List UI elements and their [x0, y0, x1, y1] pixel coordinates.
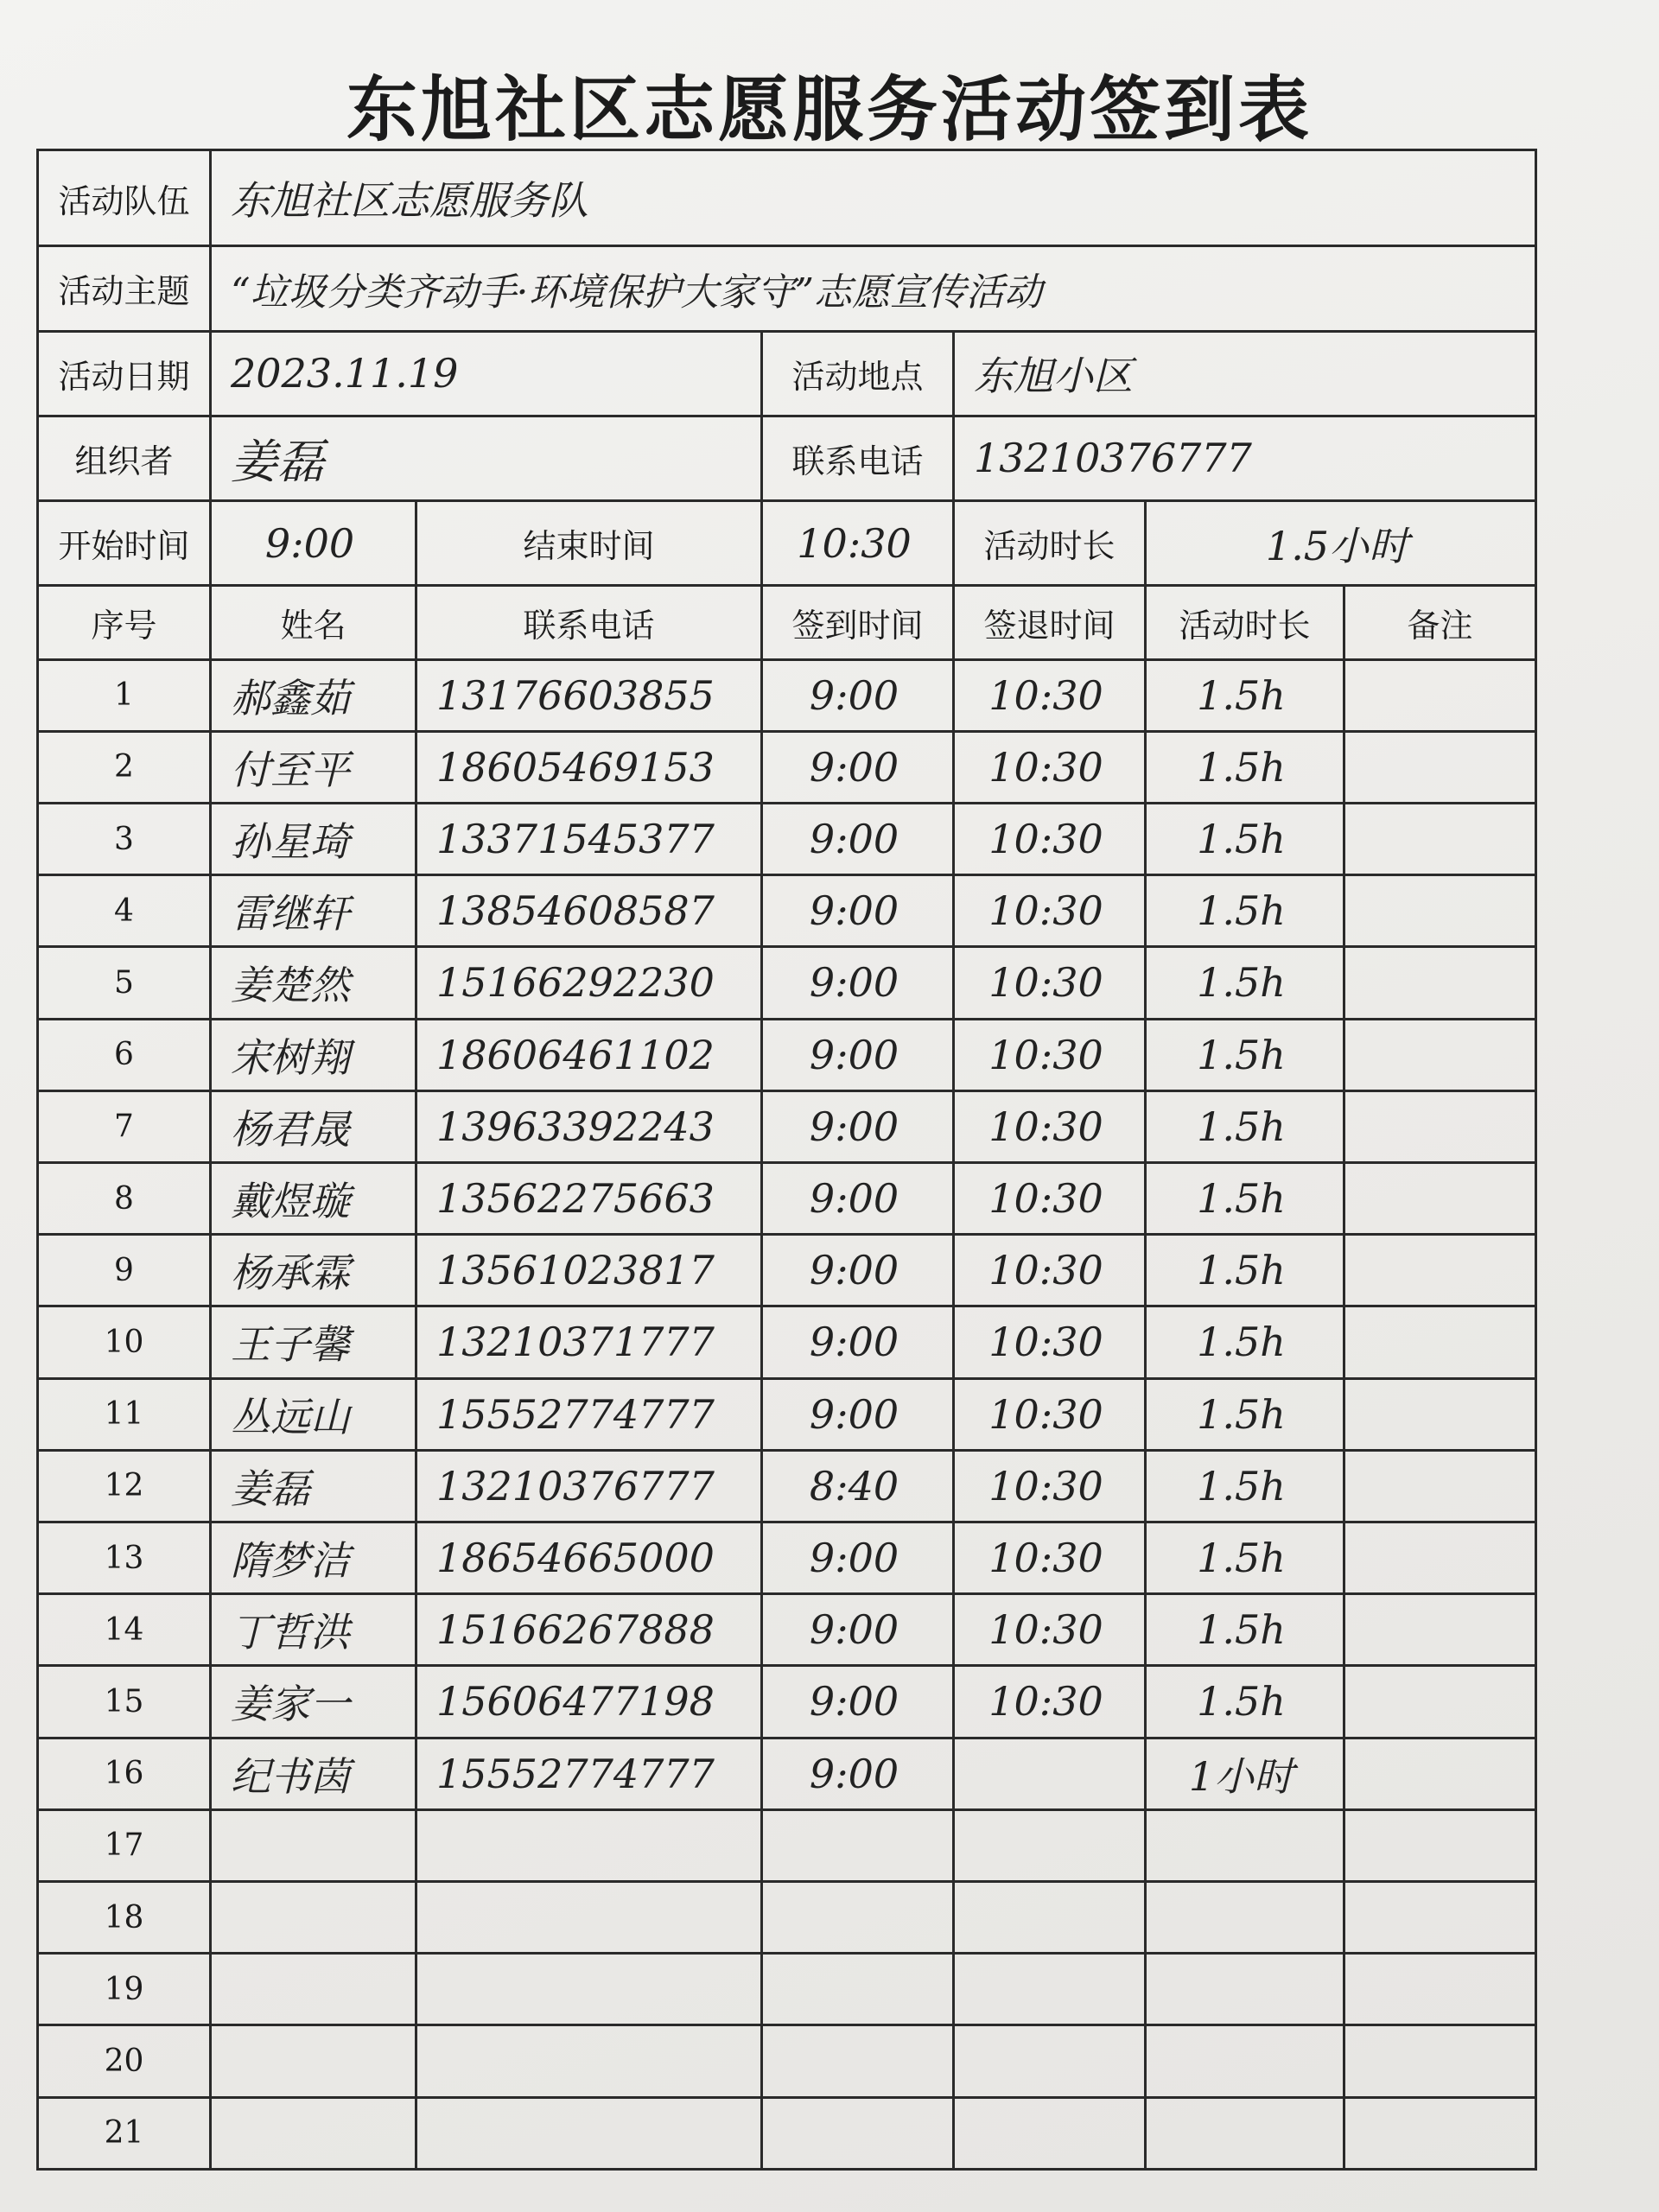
table-row: [38, 1090, 1536, 1162]
table-row: [38, 1666, 1536, 1738]
signout-time: [954, 1881, 1146, 1953]
note: [1344, 2097, 1536, 2169]
signout-time: 10:30: [954, 659, 1146, 731]
row-number: 11: [38, 1378, 211, 1450]
row-number: 1: [38, 659, 211, 731]
note: [1344, 1954, 1536, 2025]
volunteer-phone: [416, 2097, 762, 2169]
signin-time: 9:00: [762, 1522, 954, 1593]
note: [1344, 659, 1536, 731]
volunteer-phone: 13210376777: [416, 1450, 762, 1522]
signin-time: 9:00: [762, 659, 954, 731]
row-number: 3: [38, 803, 211, 874]
col-header-duration: 活动时长: [1146, 586, 1344, 659]
duration: [1146, 1809, 1344, 1881]
team-label: 活动队伍: [38, 150, 211, 246]
signin-time: 9:00: [762, 1594, 954, 1666]
signin-time: 9:00: [762, 1235, 954, 1306]
signin-table: [36, 149, 1537, 2171]
signout-time: 10:30: [954, 1235, 1146, 1306]
col-header-name: 姓名: [211, 586, 416, 659]
duration: 1.5h: [1146, 1594, 1344, 1666]
table-row: [38, 803, 1536, 874]
volunteer-phone: [416, 1954, 762, 2025]
volunteer-name: 姜磊: [211, 1450, 416, 1522]
note: [1344, 1378, 1536, 1450]
table-row: [38, 659, 1536, 731]
row-number: 21: [38, 2097, 211, 2169]
volunteer-phone: [416, 1881, 762, 1953]
signin-time: [762, 2025, 954, 2097]
end-label: 结束时间: [416, 501, 762, 586]
organizer-signature: 姜磊: [211, 416, 762, 500]
volunteer-name: 姜楚然: [211, 947, 416, 1019]
signout-time: 10:30: [954, 1450, 1146, 1522]
row-number: 20: [38, 2025, 211, 2097]
signout-time: 10:30: [954, 1019, 1146, 1090]
col-header-phone: 联系电话: [416, 586, 762, 659]
volunteer-phone: [416, 2025, 762, 2097]
col-header-note: 备注: [1344, 586, 1536, 659]
row-number: 16: [38, 1738, 211, 1809]
table-row: [38, 1450, 1536, 1522]
team-row: [38, 150, 1536, 246]
table-row: [38, 2097, 1536, 2169]
note: [1344, 1306, 1536, 1378]
duration-label: 活动时长: [954, 501, 1146, 586]
volunteer-phone: 15606477198: [416, 1666, 762, 1738]
volunteer-phone: 15552774777: [416, 1378, 762, 1450]
note: [1344, 1666, 1536, 1738]
volunteer-name: [211, 1954, 416, 2025]
volunteer-name: 纪书茵: [211, 1738, 416, 1809]
row-number: 13: [38, 1522, 211, 1593]
table-row: [38, 1235, 1536, 1306]
duration: 1.5h: [1146, 947, 1344, 1019]
signout-time: 10:30: [954, 875, 1146, 947]
volunteer-name: 付至平: [211, 731, 416, 803]
signin-time: 8:40: [762, 1450, 954, 1522]
table-row: [38, 875, 1536, 947]
row-number: 17: [38, 1809, 211, 1881]
volunteer-name: [211, 2025, 416, 2097]
table-row: [38, 1306, 1536, 1378]
volunteer-name: 丛远山: [211, 1378, 416, 1450]
date-value: 2023.11.19: [211, 331, 762, 416]
volunteer-name: 杨承霖: [211, 1235, 416, 1306]
table-row: [38, 1378, 1536, 1450]
signout-time: [954, 1809, 1146, 1881]
volunteer-phone: 18605469153: [416, 731, 762, 803]
signin-time: [762, 1954, 954, 2025]
note: [1344, 2025, 1536, 2097]
column-header-row: [38, 586, 1536, 659]
duration: 1.5h: [1146, 659, 1344, 731]
note: [1344, 875, 1536, 947]
duration: 1.5h: [1146, 875, 1344, 947]
volunteer-phone: 13963392243: [416, 1090, 762, 1162]
volunteer-name: 姜家一: [211, 1666, 416, 1738]
team-value: 东旭社区志愿服务队: [211, 150, 1536, 246]
row-number: 19: [38, 1954, 211, 2025]
volunteer-name: 雷继轩: [211, 875, 416, 947]
signout-time: 10:30: [954, 1666, 1146, 1738]
volunteer-name: 丁哲洪: [211, 1594, 416, 1666]
volunteer-name: 宋树翔: [211, 1019, 416, 1090]
duration: 1.5h: [1146, 1090, 1344, 1162]
volunteer-phone: 13562275663: [416, 1162, 762, 1234]
duration: [1146, 1881, 1344, 1953]
table-row: [38, 1522, 1536, 1593]
note: [1344, 1162, 1536, 1234]
volunteer-phone: 13561023817: [416, 1235, 762, 1306]
volunteer-name: 王子馨: [211, 1306, 416, 1378]
signin-time: 9:00: [762, 947, 954, 1019]
table-row: [38, 1019, 1536, 1090]
row-number: 4: [38, 875, 211, 947]
duration: 1.5h: [1146, 1235, 1344, 1306]
volunteer-phone: 15552774777: [416, 1738, 762, 1809]
table-row: [38, 1594, 1536, 1666]
signin-time: [762, 1881, 954, 1953]
duration: 1.5h: [1146, 1522, 1344, 1593]
row-number: 8: [38, 1162, 211, 1234]
signin-time: 9:00: [762, 1666, 954, 1738]
time-row: [38, 501, 1536, 586]
note: [1344, 803, 1536, 874]
signout-time: [954, 2097, 1146, 2169]
start-value: 9:00: [211, 501, 416, 586]
signin-time: 9:00: [762, 1162, 954, 1234]
volunteer-phone: 18606461102: [416, 1019, 762, 1090]
note: [1344, 1235, 1536, 1306]
duration: 1.5h: [1146, 1378, 1344, 1450]
note: [1344, 731, 1536, 803]
location-value: 东旭小区: [954, 331, 1536, 416]
volunteer-phone: 15166292230: [416, 947, 762, 1019]
col-header-no: 序号: [38, 586, 211, 659]
volunteer-name: [211, 2097, 416, 2169]
note: [1344, 1594, 1536, 1666]
signout-time: 10:30: [954, 1522, 1146, 1593]
duration: 1.5h: [1146, 1306, 1344, 1378]
volunteer-name: 隋梦洁: [211, 1522, 416, 1593]
phone-value: 13210376777: [954, 416, 1536, 500]
signout-time: 10:30: [954, 1162, 1146, 1234]
table-row: [38, 1954, 1536, 2025]
note: [1344, 1809, 1536, 1881]
volunteer-name: 杨君晟: [211, 1090, 416, 1162]
organizer-row: [38, 416, 1536, 500]
volunteer-phone: 13176603855: [416, 659, 762, 731]
duration: [1146, 1954, 1344, 2025]
note: [1344, 1019, 1536, 1090]
signout-time: 10:30: [954, 803, 1146, 874]
theme-row: [38, 246, 1536, 331]
signout-time: 10:30: [954, 947, 1146, 1019]
location-label: 活动地点: [762, 331, 954, 416]
end-value: 10:30: [762, 501, 954, 586]
volunteer-name: 郝鑫茹: [211, 659, 416, 731]
volunteer-name: [211, 1809, 416, 1881]
duration: [1146, 2025, 1344, 2097]
signin-time: [762, 2097, 954, 2169]
row-number: 2: [38, 731, 211, 803]
page-title: 东旭社区志愿服务活动签到表: [346, 69, 1313, 151]
duration: 1.5h: [1146, 1162, 1344, 1234]
duration: 1.5h: [1146, 731, 1344, 803]
signout-time: [954, 1738, 1146, 1809]
note: [1344, 1522, 1536, 1593]
row-number: 9: [38, 1235, 211, 1306]
signin-time: 9:00: [762, 1306, 954, 1378]
row-number: 5: [38, 947, 211, 1019]
duration: 1.5h: [1146, 803, 1344, 874]
col-header-signout: 签退时间: [954, 586, 1146, 659]
date-row: [38, 331, 1536, 416]
signout-time: [954, 1954, 1146, 2025]
signin-time: [762, 1809, 954, 1881]
row-number: 18: [38, 1881, 211, 1953]
signout-time: 10:30: [954, 1378, 1146, 1450]
volunteer-phone: 13854608587: [416, 875, 762, 947]
organizer-label: 组织者: [38, 416, 211, 500]
table-row: [38, 1162, 1536, 1234]
start-label: 开始时间: [38, 501, 211, 586]
theme-value: “垃圾分类齐动手·环境保护大家守”志愿宣传活动: [211, 246, 1536, 331]
duration: 1小时: [1146, 1738, 1344, 1809]
phone-label: 联系电话: [762, 416, 954, 500]
row-number: 12: [38, 1450, 211, 1522]
row-number: 15: [38, 1666, 211, 1738]
duration-value: 1.5小时: [1146, 501, 1536, 586]
signin-time: 9:00: [762, 1090, 954, 1162]
volunteer-name: 孙星琦: [211, 803, 416, 874]
signout-time: 10:30: [954, 1090, 1146, 1162]
volunteer-phone: 13371545377: [416, 803, 762, 874]
signout-time: 10:30: [954, 1594, 1146, 1666]
signin-time: 9:00: [762, 875, 954, 947]
table-row: [38, 1881, 1536, 1953]
signout-time: 10:30: [954, 1306, 1146, 1378]
date-label: 活动日期: [38, 331, 211, 416]
col-header-signin: 签到时间: [762, 586, 954, 659]
volunteer-name: [211, 1881, 416, 1953]
note: [1344, 1450, 1536, 1522]
duration: 1.5h: [1146, 1666, 1344, 1738]
volunteer-phone: 18654665000: [416, 1522, 762, 1593]
note: [1344, 1738, 1536, 1809]
note: [1344, 1090, 1536, 1162]
volunteer-phone: [416, 1809, 762, 1881]
table-row: [38, 731, 1536, 803]
volunteer-name: 戴煜璇: [211, 1162, 416, 1234]
signin-time: 9:00: [762, 1378, 954, 1450]
signin-time: 9:00: [762, 803, 954, 874]
duration: [1146, 2097, 1344, 2169]
table-row: [38, 2025, 1536, 2097]
row-number: 6: [38, 1019, 211, 1090]
table-row: [38, 1738, 1536, 1809]
signin-time: 9:00: [762, 1019, 954, 1090]
volunteer-phone: 13210371777: [416, 1306, 762, 1378]
note: [1344, 1881, 1536, 1953]
note: [1344, 947, 1536, 1019]
volunteer-phone: 15166267888: [416, 1594, 762, 1666]
table-row: [38, 1809, 1536, 1881]
duration: 1.5h: [1146, 1019, 1344, 1090]
signin-time: 9:00: [762, 1738, 954, 1809]
signin-time: 9:00: [762, 731, 954, 803]
signout-time: [954, 2025, 1146, 2097]
row-number: 14: [38, 1594, 211, 1666]
row-number: 10: [38, 1306, 211, 1378]
theme-label: 活动主题: [38, 246, 211, 331]
signout-time: 10:30: [954, 731, 1146, 803]
duration: 1.5h: [1146, 1450, 1344, 1522]
row-number: 7: [38, 1090, 211, 1162]
table-row: [38, 947, 1536, 1019]
